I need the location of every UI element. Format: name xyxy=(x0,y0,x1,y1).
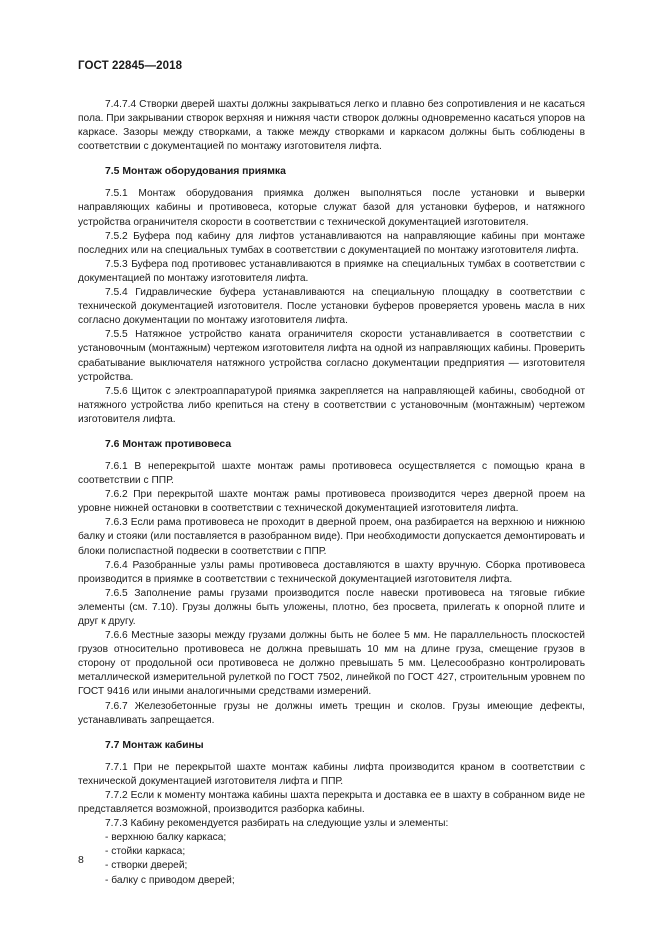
list-item: - балку с приводом дверей; xyxy=(105,874,235,886)
paragraph-7-6-4: 7.6.4 Разобранные узлы рамы противовеса доставляются в шахту вручную. Сборка противовеса производится в приямке в соответствии с технической документацией изготовителя лифта. xyxy=(78,559,585,585)
section-heading-7-7: 7.7 Монтаж кабины xyxy=(105,739,204,751)
paragraph-7-6-2: 7.6.2 При перекрытой шахте монтаж рамы противовеса производится через дверной проем на уровне нижней остановки в соответствии с технической документацией изготовителя лифта. xyxy=(78,489,585,515)
paragraph-7-5-3: 7.5.3 Буфера под противовес устанавливаются в приямке на специальных тумбах в соответствии с документацией по монтажу изготовителя лифта. xyxy=(78,258,585,284)
paragraph-7-4-7-4: 7.4.7.4 Створки дверей шахты должны закрываться легко и плавно без сопротивления и не касаться пола. При закрывании створок верхняя и нижняя части створок должны одновременно касаться упоров на каркасе. Зазоры между створками, а также между створками и каркасом должны быть соблюдены в соответствии с документацией по монтажу изготовителя лифта. xyxy=(78,99,585,153)
list-item: - верхнюю балку каркаса; xyxy=(105,832,227,844)
page-number: 8 xyxy=(78,854,84,866)
list-item: - стойки каркаса; xyxy=(105,846,186,858)
section-heading-7-5: 7.5 Монтаж оборудования приямка xyxy=(105,166,286,178)
paragraph-7-6-1: 7.6.1 В неперекрытой шахте монтаж рамы противовеса осуществляется с помощью крана в соответствии с ППР. xyxy=(78,460,585,487)
document-body xyxy=(78,98,585,888)
paragraph-7-5-4: 7.5.4 Гидравлические буфера устанавливаются на специальную площадку в соответствии с технической документацией изготовителя. После установки буферов проверяется уровень масла в них согласно документации по монтажу изготовителя лифта. xyxy=(78,287,585,327)
cabin-parts-list xyxy=(78,831,585,887)
list-item: - створки дверей; xyxy=(105,860,188,872)
paragraph-7-7-1: 7.7.1 При не перекрытой шахте монтаж кабины лифта производится краном в соответствии с технической документацией изготовителя лифта и ППР. xyxy=(78,761,585,787)
paragraph-7-7-2: 7.7.2 Если к моменту монтажа кабины шахта перекрыта и доставка ее в шахту в собранном виде не представляется возможной, производится разборка кабины. xyxy=(78,789,585,816)
document-code-header: ГОСТ 22845—2018 xyxy=(78,60,183,72)
paragraph-7-5-6: 7.5.6 Щиток с электроаппаратурой приямка закрепляется на направляющей кабины, свободной от натяжного устройства либо крепиться на стену в соответствии с установочным (монтажным) чертежом изготовителя лифта. xyxy=(78,385,585,425)
paragraph-7-5-1: 7.5.1 Монтаж оборудования приямка должен выполняться после установки и выверки направляющих кабины и противовеса, которые служат базой для установки буферов, и натяжного устройства ограничителя скорости в соответствии с технической документацией изготовителя. xyxy=(78,188,585,228)
paragraph-7-5-5: 7.5.5 Натяжное устройство каната ограничителя скорости устанавливается в соответствии с установочным (монтажным) чертежом изготовителя лифта на одной из направляющих кабины. Проверить срабатывание выключателя натяжного устройства согласно документации предприятия — изготовителя устройства. xyxy=(78,329,585,383)
paragraph-7-5-2: 7.5.2 Буфера под кабину для лифтов устанавливаются на направляющие кабины при монтаже последних или на специальных тумбах в соответствии с документацией по монтажу изготовителя лифта. xyxy=(78,230,585,256)
paragraph-7-6-3: 7.6.3 Если рама противовеса не проходит в дверной проем, она разбирается на верхнюю и нижнюю балку и стояки (или поставляется в разобранном виде). При необходимости допускается демонтировать и блоки полиспастной подвески в соответствии с ППР. xyxy=(78,517,585,557)
section-heading-7-6: 7.6 Монтаж противовеса xyxy=(105,438,232,450)
paragraph-7-6-7: 7.6.7 Железобетонные грузы не должны иметь трещин и сколов. Грузы имеющие дефекты, устанавливать запрещается. xyxy=(78,700,585,726)
paragraph-7-7-3: 7.7.3 Кабину рекомендуется разбирать на следующие узлы и элементы: xyxy=(105,818,449,830)
paragraph-7-6-5: 7.6.5 Заполнение рамы грузами производится после навески противовеса на тяговые гибкие элементы (см. 7.10). Грузы должны быть уложены, плотно, без просвета, прилегать к опорной плите и друг к другу. xyxy=(78,587,585,627)
paragraph-7-6-6: 7.6.6 Местные зазоры между грузами должны быть не более 5 мм. Не параллельность плоскостей грузов относительно противовеса не должна превышать 10 мм на длине груза, смещение грузов в сторону от продольной оси противовеса не должно превышать 5 мм. Целесообразно контролировать металлической измерительной рулеткой по ГОСТ 7502, линейкой по ГОСТ 427, строительным уровнем по ГОСТ 9416 или иными аналогичными средствами измерений. xyxy=(78,630,585,698)
